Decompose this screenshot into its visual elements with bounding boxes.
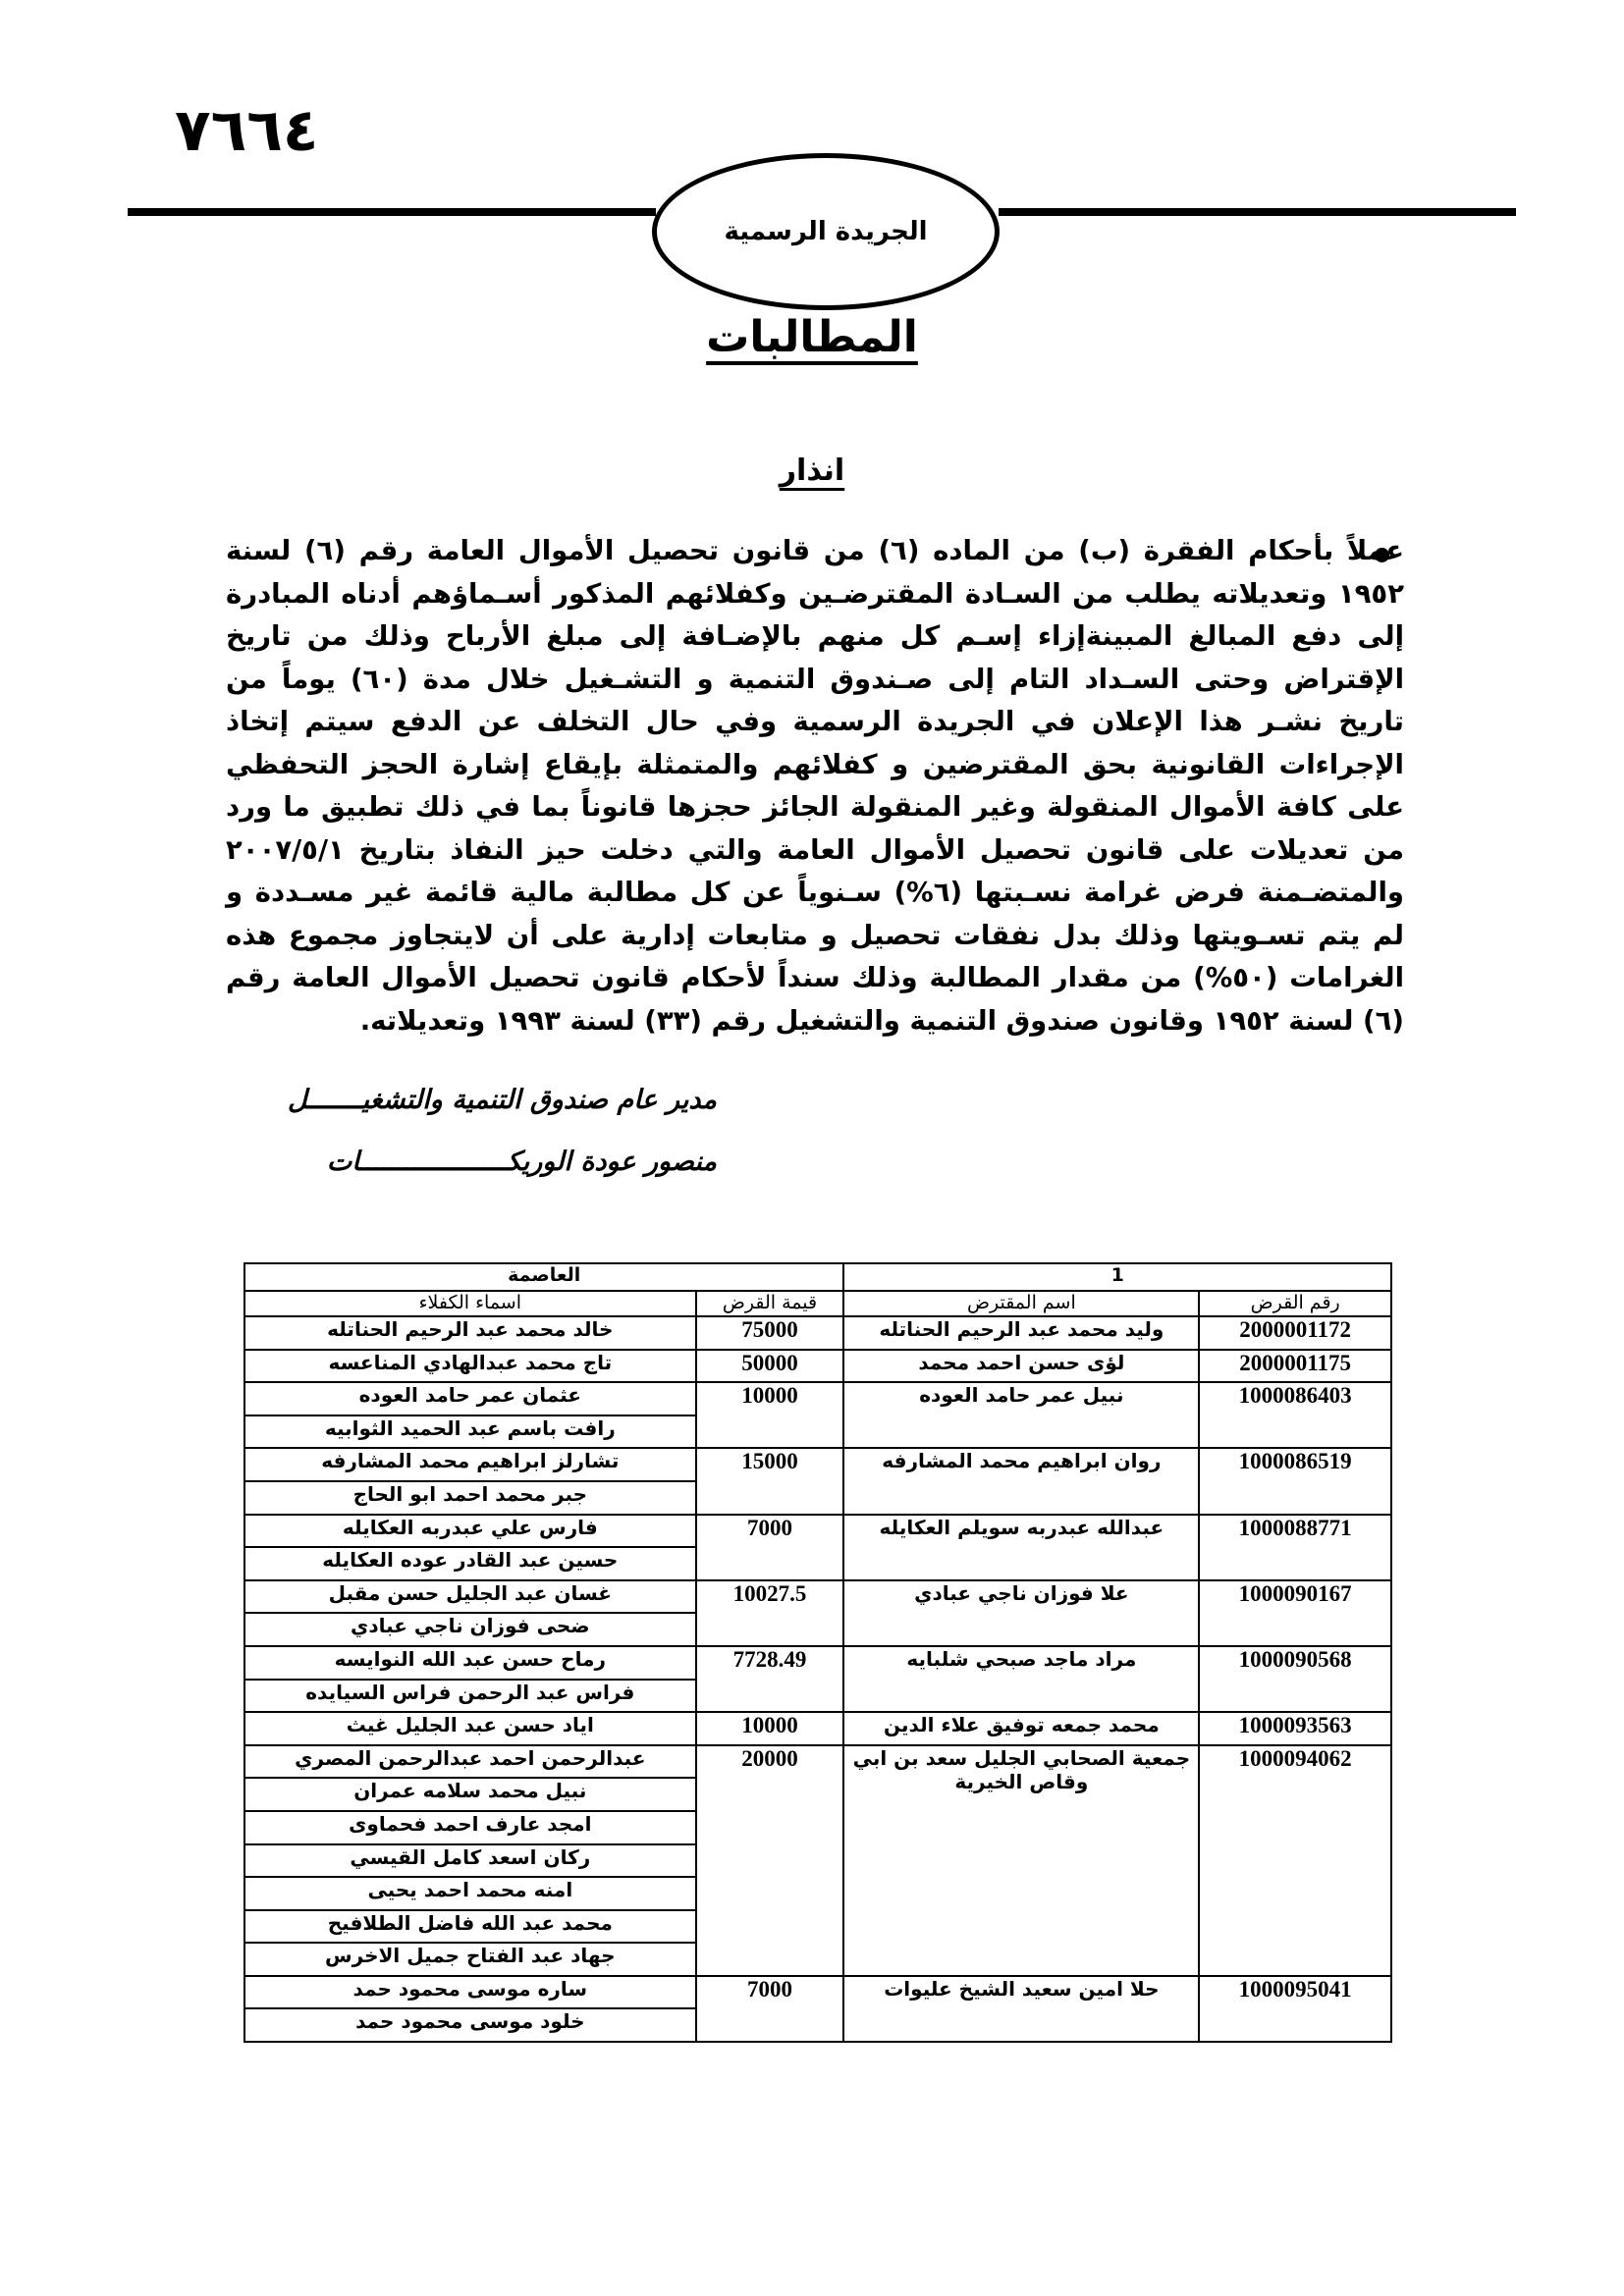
table-header-row — [244, 1291, 1391, 1316]
table-row — [244, 1976, 1391, 2009]
loan-number-cell: 1000094062 — [1199, 1745, 1391, 1976]
guarantor-cell: رماح حسن عبد الله النوايسه — [244, 1646, 696, 1680]
borrower-cell: روان ابراهيم محمد المشارفه — [843, 1448, 1199, 1514]
header-loan-no: رقم القرض — [1199, 1291, 1391, 1316]
borrower-cell: مراد ماجد صبحي شلبايه — [843, 1646, 1199, 1712]
table-row — [244, 1350, 1391, 1383]
header-amount: قيمة القرض — [696, 1291, 844, 1316]
guarantor-cell: رافت باسم عبد الحميد الثوابيه — [244, 1415, 696, 1449]
loan-amount-cell: 10000 — [696, 1382, 844, 1448]
loan-number-cell: 1000086403 — [1199, 1382, 1391, 1448]
borrower-cell: عبدالله عبدربه سويلم العكايله — [843, 1515, 1199, 1580]
loan-number-cell: 1000090167 — [1199, 1580, 1391, 1646]
loan-number-cell: 2000001172 — [1199, 1316, 1391, 1350]
loan-amount-cell: 7000 — [696, 1515, 844, 1580]
region-cell: العاصمة — [244, 1263, 843, 1291]
guarantor-cell: عثمان عمر حامد العوده — [244, 1382, 696, 1415]
guarantor-cell: عبدالرحمن احمد عبدالرحمن المصري — [244, 1745, 696, 1779]
guarantor-cell: غسان عبد الجليل حسن مقبل — [244, 1580, 696, 1614]
page-number: ٧٦٦٤ — [175, 96, 319, 165]
guarantor-cell: امنه محمد احمد يحيى — [244, 1877, 696, 1910]
loan-number-cell: 1000086519 — [1199, 1448, 1391, 1514]
guarantor-cell: ركان اسعد كامل القيسي — [244, 1844, 696, 1878]
borrower-cell: لؤى حسن احمد محمد — [843, 1350, 1199, 1383]
guarantor-cell: ضحى فوزان ناجي عبادي — [244, 1613, 696, 1646]
loan-amount-cell: 10000 — [696, 1712, 844, 1745]
guarantor-cell: امجد عارف احمد فحماوى — [244, 1811, 696, 1844]
guarantor-cell: خلود موسى محمود حمد — [244, 2008, 696, 2042]
borrower-cell: نبيل عمر حامد العوده — [843, 1382, 1199, 1448]
notice-title: انذار — [779, 454, 845, 488]
borrower-cell: وليد محمد عبد الرحيم الحناتله — [843, 1316, 1199, 1350]
header-guarantors: اسماء الكفلاء — [244, 1291, 696, 1316]
guarantor-cell: جهاد عبد الفتاح جميل الاخرس — [244, 1943, 696, 1976]
signature-title: مدير عام صندوق التنمية والتشغيـــــــل — [287, 1085, 717, 1115]
gazette-name: الجريدة الرسمية — [724, 217, 928, 246]
loan-amount-cell: 10027.5 — [696, 1580, 844, 1646]
table-row — [244, 1448, 1391, 1481]
guarantor-cell: حسين عبد القادر عوده العكايله — [244, 1547, 696, 1580]
loan-number-cell: 1000088771 — [1199, 1515, 1391, 1580]
guarantor-cell: تاج محمد عبدالهادي المناعسه — [244, 1350, 696, 1383]
guarantor-cell: فراس عبد الرحمن فراس السيايده — [244, 1680, 696, 1713]
guarantor-cell: اياد حسن عبد الجليل غيث — [244, 1712, 696, 1745]
notice-body: عملاً بأحكام الفقرة (ب) من الماده (٦) من قانون تحصيل الأموال العامة رقم (٦) لسنة ١٩٥٢ وتعديلاته يطلب من السـادة المقترضـين وكفلائهم المذكور أسـماؤهم أدناه المبادرة إلى دفع المبالغ المبينةإزاء إسـم كل منهم بالإضـافة إلى مبلغ الأرباح وذلك من تاريخ الإقتراض وحتى السـداد التام إلى صـندوق التنمية و التشـغيل خلال مدة (٦٠) يوماً من تاريخ نشـر هذا الإعلان في الجريدة الرسمية وفي حال التخلف عن الدفع سيتم إتخاذ الإجراءات القانونية بحق المقترضين و كفلائهم والمتمثلة بإيقاع إشارة الحجز التحفظي على كافة الأموال المنقولة وغير المنقولة الجائز حجزها قانوناً بما في ذلك تطبيق ما ورد من تعديلات على قانون تحصيل الأموال العامة والتي دخلت حيز النفاذ بتاريخ ٢٠٠٧/٥/١ والمتضـمنة فرض غرامة نسـبتها (٦%) سـنوياً عن كل مطالبة مالية قائمة غير مسـددة و لم يتم تسـويتها وذلك بدل نفقات تحصيل و متابعات إدارية على أن لايتجاوز مجموع هذه الغرامات (٥٠%) من مقدار المطالبة وذلك سنداً لأحكام قانون تحصيل الأموال العامة رقم (٦) لسنة ١٩٥٢ وقانون صندوق التنمية والتشغيل رقم (٣٣) لسنة ١٩٩٣ وتعديلاته. — [226, 535, 1404, 1037]
table-row — [244, 1382, 1391, 1415]
guarantor-cell: خالد محمد عبد الرحيم الحناتله — [244, 1316, 696, 1350]
header-rule-right — [999, 208, 1516, 216]
loan-number-cell: 2000001175 — [1199, 1350, 1391, 1383]
table-row — [244, 1580, 1391, 1614]
loan-amount-cell: 75000 — [696, 1316, 844, 1350]
guarantor-cell: نبيل محمد سلامه عمران — [244, 1778, 696, 1811]
loan-amount-cell: 15000 — [696, 1448, 844, 1514]
loan-number-cell: 1000090568 — [1199, 1646, 1391, 1712]
borrower-cell: محمد جمعه توفيق علاء الدين — [843, 1712, 1199, 1745]
table-row — [244, 1316, 1391, 1350]
loan-number-cell: 1000093563 — [1199, 1712, 1391, 1745]
header-rule-left — [128, 208, 656, 216]
guarantor-cell: جبر محمد احمد ابو الحاج — [244, 1481, 696, 1515]
borrower-cell: علا فوزان ناجي عبادي — [843, 1580, 1199, 1646]
guarantor-cell: محمد عبد الله فاضل الطلافيح — [244, 1910, 696, 1944]
header-borrower: اسم المقترض — [843, 1291, 1199, 1316]
loan-number-cell: 1000095041 — [1199, 1976, 1391, 2042]
loan-amount-cell: 20000 — [696, 1745, 844, 1976]
table-row — [244, 1745, 1391, 1779]
loan-amount-cell: 7728.49 — [696, 1646, 844, 1712]
guarantor-cell: ساره موسى محمود حمد — [244, 1976, 696, 2009]
guarantor-cell: فارس علي عبدربه العكايله — [244, 1515, 696, 1548]
batch-cell: 1 — [843, 1263, 1391, 1291]
table-row — [244, 1646, 1391, 1680]
borrower-cell: حلا امين سعيد الشيخ عليوات — [843, 1976, 1199, 2042]
guarantor-cell: تشارلز ابراهيم محمد المشارفه — [244, 1448, 696, 1481]
borrower-cell: جمعية الصحابي الجليل سعد بن ابي وقاص الخيرية — [843, 1745, 1199, 1976]
table-row — [244, 1712, 1391, 1745]
signature-name: منصور عودة الوريكـــــــــــــــــــات — [326, 1147, 717, 1177]
gazette-emblem — [652, 153, 1000, 310]
table-top-row — [244, 1263, 1391, 1291]
loans-table — [244, 1262, 1392, 2043]
loan-amount-cell: 7000 — [696, 1976, 844, 2042]
section-title: المطالبات — [706, 312, 918, 362]
table-row — [244, 1515, 1391, 1548]
loan-amount-cell: 50000 — [696, 1350, 844, 1383]
